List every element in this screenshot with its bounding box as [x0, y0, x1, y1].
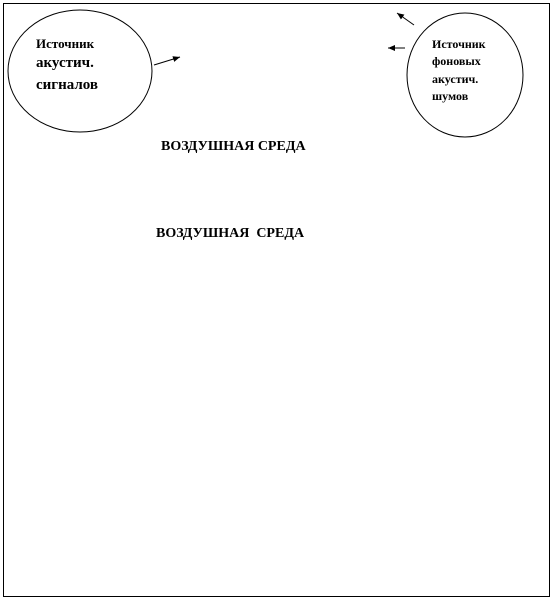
arrow-from-signal-source — [154, 57, 180, 65]
signal-source-line-2: акустич. — [36, 55, 94, 72]
signal-source-line-1: Источник — [36, 36, 95, 51]
noise-source-label — [432, 36, 486, 106]
noise-source-line-1: Источник — [432, 37, 486, 51]
signal-source-label — [36, 36, 98, 95]
air-medium-heading-2: ВОЗДУШНАЯ СРЕДА — [156, 226, 305, 241]
noise-source-line-2: фоновых — [432, 54, 481, 69]
noise-source-line-3: акустич. — [432, 71, 479, 86]
signal-source-line-3: сигналов — [36, 77, 99, 93]
arrow-noise-up — [397, 13, 414, 25]
noise-source-line-4: шумов — [432, 89, 469, 104]
air-medium-heading-1: ВОЗДУШНАЯ СРЕДА — [161, 139, 306, 154]
